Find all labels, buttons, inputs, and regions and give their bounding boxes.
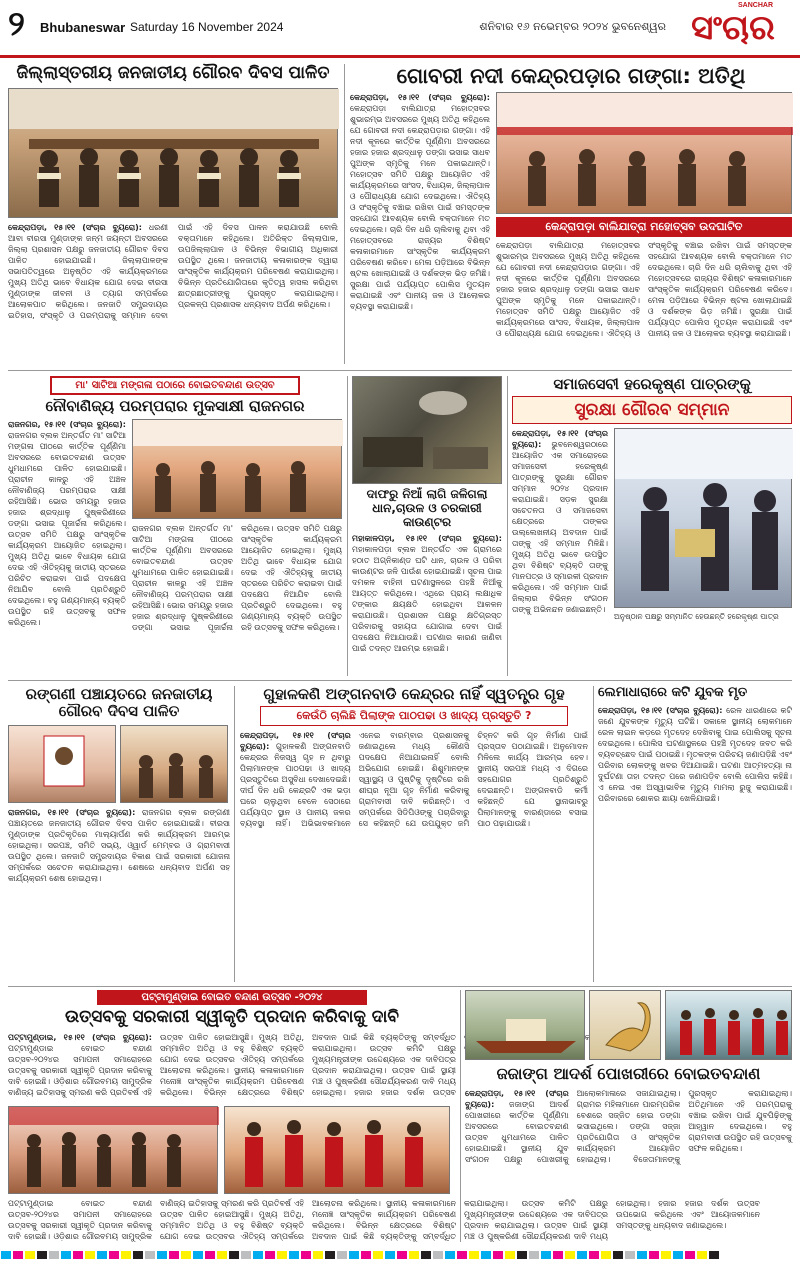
- color-swatch: [685, 1251, 695, 1259]
- photo-figures: [666, 991, 793, 1061]
- photo-figures: [225, 1107, 451, 1195]
- photo-cultural-program: [224, 1106, 450, 1194]
- article-fire: [352, 376, 502, 676]
- color-swatch: [529, 1251, 539, 1259]
- dateline: କେନ୍ଦ୍ରାପଡ଼ା, ୧୫।୧୧ (ସଂଚାର ବ୍ୟୁରୋ):: [598, 705, 723, 715]
- headline: ଗୁହାଳକଣି ଅଙ୍ଗନବାଡି କେନ୍ଦ୍ରର ନାହିଁ ସ୍ୱତନ୍ତ୍ର ଗୃହ: [263, 685, 565, 703]
- color-swatch: [385, 1251, 395, 1259]
- color-swatch: [109, 1251, 119, 1259]
- article-body: ଜଜାଙ୍ଗ ଆଦର୍ଶ ପୋଖରୀରେ କାର୍ତ୍ତିକ ପୂର୍ଣ୍ଣିମା ଅବସରରେ ବୋଇତବନ୍ଦାଣ ଉତ୍ସବ ଧୁମଧାମରେ ପାଳିତ ହୋଇଯାଇଛି। ସ୍ଥାନୀୟ ଯୁବ ସଂଗଠନ ପକ୍ଷରୁ ପୋଖରୀକୁ ଆଲୋକମାଳାରେ ସଜାଯାଇଥିଲା। ଗ୍ରାମର ମହିଳାମାନେ ପାରମ୍ପରିକ ବେଶରେ ସଜ୍ଜିତ ହୋଇ ଡଙ୍ଗା ଭସାଇଥିଲେ। ଡଙ୍ଗା ସଜ୍ଜା ପ୍ରତିଯୋଗିତା ଓ ସାଂସ୍କୃତିକ କାର୍ଯ୍ୟକ୍ରମ ଆୟୋଜିତ ହୋଇଥିଲା। ବିଜେତାମାନଙ୍କୁ ପୁରସ୍କୃତ କରାଯାଇଥିଲା। ଅତିଥିମାନେ ଏହି ପରମ୍ପରାକୁ ବଞ୍ଚାଇ ରଖିବା ପାଇଁ ଯୁବପିଢ଼ିଙ୍କୁ ଆହ୍ୱାନ ଦେଇଥିଲେ। ବହୁ ଗ୍ରାମବାସୀ ଉପସ୍ଥିତ ରହି ଉତ୍ସବକୁ ସଫଳ କରିଥିଲେ।: [465, 1089, 792, 1165]
- dateline: କେନ୍ଦ୍ରାପଡ଼ା, ୧୫।୧୧ (ସଂଚାର ବ୍ୟୁରୋ):: [8, 222, 142, 232]
- color-swatch: [325, 1251, 335, 1259]
- color-swatch: [205, 1251, 215, 1259]
- color-swatch: [97, 1251, 107, 1259]
- column-divider: [507, 376, 508, 676]
- color-swatch: [229, 1251, 239, 1259]
- color-swatch: [481, 1251, 491, 1259]
- headline: ଗୋବରୀ ନଦୀ କେନ୍ଦ୍ରପଡ଼ାର ଗଙ୍ଗା: ଅତିଥି: [396, 64, 746, 88]
- masthead-tag: SANCHAR: [738, 2, 773, 9]
- column-divider: [344, 64, 345, 364]
- article-body: ଭୁବନେଶ୍ୱରଠାରେ ଆୟୋଜିତ ଏକ ସମାରୋହରେ ସମାଜସେବୀ ହରେକୃଷ୍ଣ ପାତ୍ରଙ୍କୁ ସୁରକ୍ଷା ଗୌରବ ସମ୍ମାନ ୨୦୨୪ ପ୍ରଦାନ କରାଯାଇଛି। ସଡ଼କ ସୁରକ୍ଷା ସଚେତନତା ଓ ସମାଜସେବା କ୍ଷେତ୍ରରେ ତାଙ୍କର ଉଲ୍ଲେଖନୀୟ ଅବଦାନ ପାଇଁ ତାଙ୍କୁ ଏହି ସମ୍ମାନ ମିଳିଛି। ମୁଖ୍ୟ ଅତିଥି ଭାବେ ଉପସ୍ଥିତ ଥିବା ବିଶିଷ୍ଟ ବ୍ୟକ୍ତି ତାଙ୍କୁ ମାନପତ୍ର ଓ ସ୍ମାରକୀ ପ୍ରଦାନ କରିଥିଲେ। ଏହି ସମ୍ମାନ ପାଇଁ ଜିଲ୍ଲାର ବିଭିନ୍ନ ସଂଗଠନ ତାଙ୍କୁ ଅଭିନନ୍ଦନ ଜଣାଇଛନ୍ତି।: [512, 440, 608, 615]
- dateline: ରାଜନଗର, ୧୫।୧୧ (ସଂଚାର ବ୍ୟୁରୋ):: [8, 807, 136, 817]
- photo-devotees: [665, 990, 792, 1060]
- article-body: ରାଜନଗର ବ୍ଲକ ରଙ୍ଗଣୀ ପଞ୍ଚାୟତରେ ଜନଜାତୀୟ ଗୌରବ ଦିବସ ପାଳିତ ହୋଇଯାଇଛି। ବୀରସା ମୁଣ୍ଡାଙ୍କ ପ୍ରତିକୃତିରେ ମାଲ୍ୟାର୍ପଣ କରି କାର୍ଯ୍ୟକ୍ରମ ଆରମ୍ଭ ହୋଇଥିଲା। ସରପଞ୍ଚ, ସମିତି ସଭ୍ୟ, ଓ୍ୱାର୍ଡ ମେମ୍ବର ଓ ଗ୍ରାମବାସୀ ଉପସ୍ଥିତ ଥିଲେ। ଜନଜାତି ସମ୍ପ୍ରଦାୟର ବିକାଶ ପାଇଁ ସରକାରୀ ଯୋଜନା ସମ୍ପର୍କରେ ସଚେତନ କରାଯାଇଥିଲା। ଶେଷରେ ଧନ୍ୟବାଦ ଅର୍ପଣ ସହ କାର୍ଯ୍ୟକ୍ରମ ଶେଷ ହୋଇଥିଲା।: [8, 807, 230, 883]
- article-body: ମହାକାଳପଡ଼ା ବ୍ଲକ ଅନ୍ତର୍ଗତ ଏକ ଗ୍ରାମରେ ହଠାତ ଅଗ୍ନିକାଣ୍ଡ ଘଟି ଧାନ, ଚାଉଳ ଓ ପରିବା କାଉଣ୍ଟର ଜଳି ପାଉଁଶ ହୋଇଯାଇଛି। ସୂଚନା ପାଇ ଦମକଳ ବାହିନୀ ଘଟଣାସ୍ଥଳରେ ପହଞ୍ଚି ନିଆଁକୁ ଆୟତ୍ତ କରିଥିଲେ। ଏଥିରେ ପ୍ରାୟ ଲକ୍ଷାଧିକ ଟଙ୍କାର କ୍ଷୟକ୍ଷତି ହୋଇଥିବା ଆକଳନ କରାଯାଉଛି। ପ୍ରଶାସନ ପକ୍ଷରୁ କ୍ଷତିଗ୍ରସ୍ତ ପରିବାରକୁ ସହାୟତା ଯୋଗାଇ ଦେବା ପାଇଁ ପଦକ୍ଷେପ ନିଆଯାଉଛି। ଘଟଣାର କାରଣ ଜାଣିବା ପାଇଁ ତଦନ୍ତ ଆରମ୍ଭ ହୋଇଛି।: [352, 545, 502, 654]
- color-swatch: [661, 1251, 671, 1259]
- photo-audience: [120, 725, 228, 803]
- article-rajnagar-boita: [8, 376, 342, 676]
- color-swatch: [301, 1251, 311, 1259]
- color-swatch: [589, 1251, 599, 1259]
- section-divider: [8, 986, 792, 987]
- headline: ଉତ୍ସବକୁ ସରକାରୀ ସ୍ୱୀକୃତି ପ୍ରଦାନ କରିବାକୁ ଦାବି: [65, 1007, 399, 1027]
- color-swatch: [433, 1251, 443, 1259]
- dateline: କେନ୍ଦ୍ରାପଡ଼ା, ୧୫।୧୧ (ସଂଚାର ବ୍ୟୁରୋ):: [465, 1089, 569, 1110]
- color-swatch: [73, 1251, 83, 1259]
- color-swatch: [49, 1251, 59, 1259]
- section-divider: [8, 370, 792, 371]
- photo-debris: [353, 377, 503, 485]
- color-swatch: [505, 1251, 515, 1259]
- photo-felicitation: [8, 1106, 218, 1194]
- kicker: ମା' ସାଟିଆ ମଙ୍ଗଳା ପଠାରେ ବୋଇତବନ୍ଦାଣ ଉତ୍ସବ: [50, 376, 300, 395]
- color-swatch: [241, 1251, 251, 1259]
- photo-figures: [497, 93, 793, 215]
- color-swatch: [1, 1251, 11, 1259]
- article-body: ଗୁହାଳକଣି ଅଙ୍ଗନବାଡି କେନ୍ଦ୍ରର ନିଜସ୍ୱ ଗୃହ ନ ଥିବାରୁ ପିଲାମାନଙ୍କ ପାଠପଢା ଓ ଖାଦ୍ୟ ପ୍ରସ୍ତୁତିରେ ଅସୁବିଧା ଦେଖାଦେଇଛି। ଦୀର୍ଘ ଦିନ ଧରି କେନ୍ଦ୍ରଟି ଏକ ଭଡ଼ା ଘରେ ଚାଲୁଥିବା ବେଳେ ସେଠାରେ ପର୍ଯ୍ୟାପ୍ତ ସ୍ଥାନ ଓ ପାନୀୟ ଜଳର ବ୍ୟବସ୍ଥା ନାହିଁ। ଅଭିଭାବକମାନେ ଏନେଇ ବାରମ୍ବାର ପ୍ରଶାସନକୁ ଜଣାଇଥିଲେ ମଧ୍ୟ କୌଣସି ପଦକ୍ଷେପ ନିଆଯାଇନାହିଁ ବୋଲି ଅଭିଯୋଗ ହୋଇଛି। ଶିଶୁମାନଙ୍କ ସ୍ୱାସ୍ଥ୍ୟ ଓ ପୁଷ୍ଟିକୁ ଦୃଷ୍ଟିରେ ରଖି ଶୀଘ୍ର ନୂଆ ଗୃହ ନିର୍ମାଣ କରିବାକୁ ଗ୍ରାମବାସୀ ଦାବି କରିଛନ୍ତି। ଏ ସମ୍ପର୍କରେ ସିଡିପିଓଙ୍କୁ ପଚାରିବାରୁ ସେ କହିଛନ୍ତି ଯେ ଉପଯୁକ୍ତ ଜମି ଚିହ୍ନଟ କରି ଗୃହ ନିର୍ମାଣ ପାଇଁ ପ୍ରସ୍ତାବ ପଠାଯାଇଛି। ଅନୁମୋଦନ ମିଳିଲେ କାର୍ଯ୍ୟ ଆରମ୍ଭ ହେବ। ସ୍ଥାନୀୟ ସରପଞ୍ଚ ମଧ୍ୟ ଏ ଦିଗରେ ସହଯୋଗର ପ୍ରତିଶ୍ରୁତି ଦେଇଛନ୍ତି। ଅଙ୍ଗନବାଡି କର୍ମୀ କହିଛନ୍ତି ଯେ ସ୍ଥାନାଭାବରୁ ପିଲାମାନଙ୍କୁ ବାରଣ୍ଡାରେ ବସାଇ ପାଠ ପଢ଼ାଯାଉଛି।: [240, 731, 588, 829]
- color-swatch: [601, 1251, 611, 1259]
- color-swatch: [289, 1251, 299, 1259]
- photo-figures: [133, 420, 343, 520]
- article-tribal-pride-district: [8, 64, 338, 364]
- column-divider: [234, 686, 235, 982]
- color-swatch: [145, 1251, 155, 1259]
- headline: ଦାଫରୁ ନିଆଁ ଲାଗି ଜଳିଗଲା ଧାନ,ଚାଉଳ ଓ ଚରକାରୀ କାଉଣ୍ଟର: [366, 487, 488, 529]
- article-body-continued: କେନ୍ଦ୍ରାପଡ଼ା ବାଲିଯାତ୍ରା ମହୋତ୍ସବର ଶୁଭାରମ୍ଭ ଅବସରରେ ମୁଖ୍ୟ ଅତିଥି କହିଥିଲେ ଯେ ଗୋବରୀ ନଦୀ କେନ୍ଦ୍ରାପଡ଼ାର ଗଙ୍ଗା। ଏହି ନଦୀ କୂଳରେ କାର୍ତ୍ତିକ ପୂର୍ଣ୍ଣିମା ଅବସରରେ ହଜାର ହଜାର ଶ୍ରଦ୍ଧାଳୁ ଡଙ୍ଗା ଭସାଇ ସାଧବ ପୁଅଙ୍କ ସ୍ମୃତିକୁ ମନେ ପକାଇଥାନ୍ତି। ମହୋତ୍ସବ ସମିତି ପକ୍ଷରୁ ଆୟୋଜିତ ଏହି କାର୍ଯ୍ୟକ୍ରମରେ ସାଂସଦ, ବିଧାୟକ, ଜିଲ୍ଲାପାଳ ଓ ପୌରାଧ୍ୟକ୍ଷ ଯୋଗ ଦେଇଥିଲେ। ଐତିହ୍ୟ ଓ ସଂସ୍କୃତିକୁ ବଞ୍ଚାଇ ରଖିବା ପାଇଁ ସମସ୍ତଙ୍କ ସହଯୋଗ ଆବଶ୍ୟକ ବୋଲି ବକ୍ତାମାନେ ମତ ଦେଇଥିଲେ। ଚାରି ଦିନ ଧରି ଚାଲିବାକୁ ଥିବା ଏହି ମହୋତ୍ସବରେ ରାଜ୍ୟର ବିଶିଷ୍ଟ କଳାକାରମାନେ ସାଂସ୍କୃତିକ କାର୍ଯ୍ୟକ୍ରମ ପରିବେଷଣ କରିବେ। ମେଳା ପଡ଼ିଆରେ ବିଭିନ୍ନ ଷ୍ଟଲ ଖୋଲାଯାଇଛି ଓ ଦର୍ଶକଙ୍କ ଭିଡ଼ ଜମିଛି। ସୁରକ୍ଷା ପାଇଁ ପର୍ଯ୍ୟାପ୍ତ ପୋଲିସ ମୁତୟନ କରାଯାଇଛି ଏବଂ ପାନୀୟ ଜଳ ଓ ଆଲୋକର ବ୍ୟବସ୍ଥା କରାଯାଇଛି।: [496, 241, 792, 339]
- article-body-continued: ରାଜନଗର ବ୍ଲକ ଅନ୍ତର୍ଗତ ମା' ସାଟିଆ ମଙ୍ଗଳା ପୀଠରେ କାର୍ତ୍ତିକ ପୂର୍ଣ୍ଣିମା ଅବସରରେ ବୋଇତବନ୍ଦାଣ ଉତ୍ସବ ଧୁମଧାମରେ ପାଳିତ ହୋଇଯାଇଛି। ପ୍ରାଚୀନ କାଳରୁ ଏହି ଅଞ୍ଚଳ ନୌବାଣିଜ୍ୟ ପରମ୍ପରାର ସାକ୍ଷୀ ରହିଆସିଛି। ଭୋର ସମୟରୁ ହଜାର ହଜାର ଶ୍ରଦ୍ଧାଳୁ ପୁଷ୍କରିଣୀରେ ଡଙ୍ଗା ଭସାଇ ପୂଜାର୍ଚ୍ଚନା କରିଥିଲେ। ଉତ୍ସବ ସମିତି ପକ୍ଷରୁ ସାଂସ୍କୃତିକ କାର୍ଯ୍ୟକ୍ରମ ଆୟୋଜିତ ହୋଇଥିଲା। ମୁଖ୍ୟ ଅତିଥି ଭାବେ ବିଧାୟକ ଯୋଗ ଦେଇ ଏହି ଐତିହ୍ୟକୁ ଜାତୀୟ ସ୍ତରରେ ପରିଚିତ କରାଇବା ପାଇଁ ପଦକ୍ଷେପ ନିଆଯିବ ବୋଲି ପ୍ରତିଶ୍ରୁତି ଦେଇଥିଲେ। ବହୁ ଗଣ୍ୟମାନ୍ୟ ବ୍ୟକ୍ତି ଉପସ୍ଥିତ ରହି ଉତ୍ସବକୁ ସଫଳ କରିଥିଲେ।: [132, 524, 342, 633]
- color-swatch: [457, 1251, 467, 1259]
- color-swatch: [673, 1251, 683, 1259]
- headline: ନୌବାଣିଜ୍ୟ ପରମ୍ପରାର ମୁକସାକ୍ଷୀ ରାଜନଗର: [45, 397, 305, 415]
- photo-figure: [9, 726, 117, 804]
- color-swatch: [61, 1251, 71, 1259]
- photo-stage-dignitaries: [8, 88, 338, 218]
- color-swatch: [253, 1251, 263, 1259]
- dateline: କେନ୍ଦ୍ରାପଡ଼ା, ୧୫।୧୧ (ସଂଚାର ବ୍ୟୁରୋ):: [350, 93, 490, 103]
- dateline: ପଟ୍ଟାମୁଣ୍ଡାଇ, ୧୫।୧୧ (ସଂଚାର ବ୍ୟୁରୋ):: [8, 1032, 152, 1042]
- edition-date: Saturday 16 November 2024: [130, 20, 284, 34]
- color-swatch: [637, 1251, 647, 1259]
- column-divider: [347, 376, 348, 676]
- dateline: ରାଜନଗର, ୧୫।୧୧ (ସଂଚାର ବ୍ୟୁରୋ):: [8, 420, 126, 430]
- color-swatch: [541, 1251, 551, 1259]
- photo-banner: କେନ୍ଦ୍ରାପଡ଼ା ବାଲିଯାତ୍ରା ମହୋତ୍ସବ ଉଦଘାଟିତ: [496, 217, 792, 237]
- article-anganwadi: [240, 686, 588, 982]
- dateline: କେନ୍ଦ୍ରାପଡ଼ା, ୧୫।୧୧ (ସଂଚାର ବ୍ୟୁରୋ):: [512, 429, 608, 450]
- color-swatch: [625, 1251, 635, 1259]
- color-swatch: [349, 1251, 359, 1259]
- color-swatch: [337, 1251, 347, 1259]
- color-swatch: [13, 1251, 23, 1259]
- kicker: ସମାଜସେବୀ ହରେକୃଷ୍ଣ ପାତ୍ରଙ୍କୁ: [553, 375, 751, 393]
- photo-swan-boat: [589, 990, 661, 1060]
- color-swatch: [493, 1251, 503, 1259]
- edition-date-odia: ଶନିବାର ୧୬ ନଭେମ୍ବର ୨୦୨୪ ଭୁବନେଶ୍ୱର: [479, 20, 666, 33]
- edition-city: Bhubaneswar: [40, 20, 126, 35]
- headline: ସୁରକ୍ଷା ଗୌରବ ସମ୍ମାନ: [512, 396, 792, 424]
- masthead-logo: ସଂଚାର: [691, 8, 775, 48]
- article-body: ରେଳ ଧାରଣାରେ କଟି ଜଣେ ଯୁବକଙ୍କ ମୃତ୍ୟୁ ଘଟିଛି। ସକାଳେ ସ୍ଥାନୀୟ ଲୋକମାନେ ରେଳ ଲାଇନ କଡ଼ରେ ମୃତଦେହ ଦେଖିବାକୁ ପାଇ ପୋଲିସକୁ ସୂଚନା ଦେଇଥିଲେ। ପୋଲିସ ଘଟଣାସ୍ଥଳରେ ପହଞ୍ଚି ମୃତଦେହ ଜବତ କରି ବ୍ୟବଚ୍ଛେଦ ପାଇଁ ପଠାଇଛି। ମୃତକଙ୍କ ପରିଚୟ ଜଣାପଡ଼ିଛି ଏବଂ ପରିବାର ଲୋକଙ୍କୁ ଖବର ଦିଆଯାଇଛି। ଘଟଣା ଆତ୍ମହତ୍ୟା ନା ଦୁର୍ଘଟଣା ତାହା ତଦନ୍ତ ପରେ ଜଣାପଡ଼ିବ ବୋଲି ପୋଲିସ କହିଛି। ଏ ନେଇ ଏକ ଅସ୍ୱାଭାବିକ ମୃତ୍ୟୁ ମାମଲା ରୁଜୁ କରାଯାଇଛି। ପରିବାରରେ ଶୋକର ଛାୟା ଖେଳିଯାଇଛି।: [598, 705, 793, 803]
- headline: ଲେମାଧାରାରେ କଟି ଯୁବକ ମୃତ: [598, 685, 748, 700]
- headline: ଜଜାଙ୍ଗ ଆଦର୍ଶ ପୋଖରୀରେ ବୋଇତବନ୍ଦାଣ: [496, 1064, 761, 1083]
- photo-figures: [121, 726, 229, 804]
- article-suraksha-award: [512, 376, 792, 676]
- color-swatch: [409, 1251, 419, 1259]
- color-swatch: [577, 1251, 587, 1259]
- article-body: କେନ୍ଦ୍ରାପଡ଼ା ବାଲିଯାତ୍ରା ମହୋତ୍ସବର ଶୁଭାରମ୍ଭ ଅବସରରେ ମୁଖ୍ୟ ଅତିଥି କହିଥିଲେ ଯେ ଗୋବରୀ ନଦୀ କେନ୍ଦ୍ରାପଡ଼ାର ଗଙ୍ଗା। ଏହି ନଦୀ କୂଳରେ କାର୍ତ୍ତିକ ପୂର୍ଣ୍ଣିମା ଅବସରରେ ହଜାର ହଜାର ଶ୍ରଦ୍ଧାଳୁ ଡଙ୍ଗା ଭସାଇ ସାଧବ ପୁଅଙ୍କ ସ୍ମୃତିକୁ ମନେ ପକାଇଥାନ୍ତି। ମହୋତ୍ସବ ସମିତି ପକ୍ଷରୁ ଆୟୋଜିତ ଏହି କାର୍ଯ୍ୟକ୍ରମରେ ସାଂସଦ, ବିଧାୟକ, ଜିଲ୍ଲାପାଳ ଓ ପୌରାଧ୍ୟକ୍ଷ ଯୋଗ ଦେଇଥିଲେ। ଐତିହ୍ୟ ଓ ସଂସ୍କୃତିକୁ ବଞ୍ଚାଇ ରଖିବା ପାଇଁ ସମସ୍ତଙ୍କ ସହଯୋଗ ଆବଶ୍ୟକ ବୋଲି ବକ୍ତାମାନେ ମତ ଦେଇଥିଲେ। ଚାରି ଦିନ ଧରି ଚାଲିବାକୁ ଥିବା ଏହି ମହୋତ୍ସବରେ ରାଜ୍ୟର ବିଶିଷ୍ଟ କଳାକାରମାନେ ସାଂସ୍କୃତିକ କାର୍ଯ୍ୟକ୍ରମ ପରିବେଷଣ କରିବେ। ମେଳା ପଡ଼ିଆରେ ବିଭିନ୍ନ ଷ୍ଟଲ ଖୋଲାଯାଇଛି ଓ ଦର୍ଶକଙ୍କ ଭିଡ଼ ଜମିଛି। ସୁରକ୍ଷା ପାଇଁ ପର୍ଯ୍ୟାପ୍ତ ପୋଲିସ ମୁତୟନ କରାଯାଇଛି ଏବଂ ପାନୀୟ ଜଳ ଓ ଆଲୋକର ବ୍ୟବସ୍ଥା କରାଯାଇଛି।: [350, 104, 490, 312]
- color-swatch: [181, 1251, 191, 1259]
- kicker: ପଟ୍ଟାମୁଣ୍ଡାଇ ବୋଇତ ବନ୍ଦାଣ ଉତ୍ସବ -୨୦୨୪: [97, 990, 367, 1005]
- article-gobari-river: [350, 64, 792, 364]
- photo-award-ceremony: [614, 428, 792, 608]
- photo-boat: [466, 991, 586, 1061]
- color-swatch: [553, 1251, 563, 1259]
- color-swatch: [361, 1251, 371, 1259]
- dateline: ମହାକାଳପଡ଼ା, ୧୫।୧୧ (ସଂଚାର ବ୍ୟୁରୋ):: [352, 534, 502, 544]
- color-swatch: [613, 1251, 623, 1259]
- color-swatch: [565, 1251, 575, 1259]
- page-number: ୨: [8, 4, 25, 44]
- color-swatch: [193, 1251, 203, 1259]
- color-swatch: [217, 1251, 227, 1259]
- color-swatch: [517, 1251, 527, 1259]
- photo-swan: [590, 991, 662, 1061]
- headline: ଜିଲ୍ଲାସ୍ତରୀୟ ଜନଜାତୀୟ ଗୌରବ ଦିବସ ପାଳିତ: [16, 63, 330, 83]
- dateline: କେନ୍ଦ୍ରାପଡ଼ା, ୧୫।୧୧ (ସଂଚାର ବ୍ୟୁରୋ):: [240, 731, 351, 752]
- headline: ରଙ୍ଗଣୀ ପଞ୍ଚାୟତରେ ଜନଜାତୀୟ ଗୌରବ ଦିବସ ପାଳିତ: [25, 685, 213, 721]
- color-swatch: [121, 1251, 131, 1259]
- article-rangani-panchayat: [8, 686, 230, 982]
- article-body-continued: ପଟ୍ଟାମୁଣ୍ଡାଇ ବୋଇତ ବନ୍ଦାଣ ଉତ୍ସବ-୨୦୨୪ର ସମାପନୀ ସମାରୋହରେ ଉତ୍ସବକୁ ସରକାରୀ ସ୍ୱୀକୃତି ପ୍ରଦାନ କରିବାକୁ ଦାବି ହୋଇଛି। ଓଡ଼ିଶାର ଗୌରବମୟ ସାମୁଦ୍ରିକ ବାଣିଜ୍ୟ ଇତିହାସକୁ ସ୍ମରଣ କରି ପ୍ରତିବର୍ଷ ଏହି ଉତ୍ସବ ପାଳିତ ହୋଇଆସୁଛି। ମୁଖ୍ୟ ଅତିଥି, ସମ୍ମାନିତ ଅତିଥି ଓ ବହୁ ବିଶିଷ୍ଟ ବ୍ୟକ୍ତି ଯୋଗ ଦେଇ ଉତ୍ସବର ଐତିହ୍ୟ ସମ୍ପର୍କରେ ଆଲୋଚନା କରିଥିଲେ। ସ୍ଥାନୀୟ କଳାକାରମାନେ ମନୋଜ୍ଞ ସାଂସ୍କୃତିକ କାର୍ଯ୍ୟକ୍ରମ ପରିବେଷଣ କରିଥିଲେ। ବିଭିନ୍ନ କ୍ଷେତ୍ରରେ ବିଶିଷ୍ଟ ଅବଦାନ ପାଇଁ କିଛି ବ୍ୟକ୍ତିଙ୍କୁ ସମ୍ବର୍ଦ୍ଧିତ କରାଯାଇଥିଲା। ଉତ୍ସବ କମିଟି ପକ୍ଷରୁ ମୁଖ୍ୟମନ୍ତ୍ରୀଙ୍କ ଉଦ୍ଦେଶ୍ୟରେ ଏକ ଦାବିପତ୍ର ପ୍ରଦାନ କରାଯାଇଥିଲା। ଉତ୍ସବ ପାଇଁ ସ୍ଥାୟୀ ମଞ୍ଚ ଓ ପୁଷ୍କରିଣୀ ସୌନ୍ଦର୍ଯ୍ୟକରଣ ଦାବି ମଧ୍ୟ ହୋଇଥିଲା। ହଜାର ହଜାର ଦର୍ଶକ ଉତ୍ସବ ଉପଭୋଗ କରିଥିଲେ ଏବଂ ଆୟୋଜକମାନେ ସମସ୍ତଙ୍କୁ ଧନ୍ୟବାଦ ଜଣାଇଥିଲେ।: [8, 1198, 760, 1241]
- column-divider: [593, 686, 594, 982]
- article-body: ରାଜନଗର ବ୍ଲକ ଅନ୍ତର୍ଗତ ମା' ସାଟିଆ ମଙ୍ଗଳା ପୀଠରେ କାର୍ତ୍ତିକ ପୂର୍ଣ୍ଣିମା ଅବସରରେ ବୋଇତବନ୍ଦାଣ ଉତ୍ସବ ଧୁମଧାମରେ ପାଳିତ ହୋଇଯାଇଛି। ପ୍ରାଚୀନ କାଳରୁ ଏହି ଅଞ୍ଚଳ ନୌବାଣିଜ୍ୟ ପରମ୍ପରାର ସାକ୍ଷୀ ରହିଆସିଛି। ଭୋର ସମୟରୁ ହଜାର ହଜାର ଶ୍ରଦ୍ଧାଳୁ ପୁଷ୍କରିଣୀରେ ଡଙ୍ଗା ଭସାଇ ପୂଜାର୍ଚ୍ଚନା କରିଥିଲେ। ଉତ୍ସବ ସମିତି ପକ୍ଷରୁ ସାଂସ୍କୃତିକ କାର୍ଯ୍ୟକ୍ରମ ଆୟୋଜିତ ହୋଇଥିଲା। ମୁଖ୍ୟ ଅତିଥି ଭାବେ ବିଧାୟକ ଯୋଗ ଦେଇ ଏହି ଐତିହ୍ୟକୁ ଜାତୀୟ ସ୍ତରରେ ପରିଚିତ କରାଇବା ପାଇଁ ପଦକ୍ଷେପ ନିଆଯିବ ବୋଲି ପ୍ରତିଶ୍ରୁତି ଦେଇଥିଲେ। ବହୁ ଗଣ୍ୟମାନ୍ୟ ବ୍ୟକ୍ତି ଉପସ୍ଥିତ ରହି ଉତ୍ସବକୁ ସଫଳ କରିଥିଲେ।: [8, 431, 126, 628]
- print-color-strip: [0, 1246, 800, 1259]
- color-swatch: [277, 1251, 287, 1259]
- color-swatch: [445, 1251, 455, 1259]
- color-swatch: [421, 1251, 431, 1259]
- subhead: କେଉଁଠି ଚାଲିଛି ପିଲାଙ୍କ ପାଠପଢା ଓ ଖାଦ୍ୟ ପ୍ରସ୍ତୁତି ?: [260, 706, 568, 726]
- color-swatch: [157, 1251, 167, 1259]
- article-jajang-pond: [465, 990, 792, 1242]
- column-divider: [460, 990, 461, 1242]
- color-swatch: [313, 1251, 323, 1259]
- color-swatch: [169, 1251, 179, 1259]
- color-swatch: [133, 1251, 143, 1259]
- color-swatch: [85, 1251, 95, 1259]
- color-swatch: [697, 1251, 707, 1259]
- article-body: ଧରଣୀ ଆବା ବୀରସା ମୁଣ୍ଡାଙ୍କ ଜନ୍ମ ଜୟନ୍ତୀ ଅବସରରେ ଜିଲ୍ଲା ପ୍ରଶାସନ ପକ୍ଷରୁ ଜନଜାତୀୟ ଗୌରବ ଦିବସ ପାଳିତ ହୋଇଯାଇଛି। ଜିଲ୍ଲାପାଳଙ୍କ ସଭାପତିତ୍ୱରେ ଅନୁଷ୍ଠିତ ଏହି କାର୍ଯ୍ୟକ୍ରମରେ ମୁଖ୍ୟ ଅତିଥି ଭାବେ ବିଧାୟକ ଯୋଗ ଦେଇ ବୀରସା ମୁଣ୍ଡାଙ୍କ ଜୀବନୀ ଓ ତ୍ୟାଗ ସମ୍ପର୍କରେ ଆଲୋକପାତ କରିଥିଲେ। ଜନଜାତି ସମ୍ପ୍ରଦାୟର ଇତିହାସ, ସଂସ୍କୃତି ଓ ପରମ୍ପରାକୁ ସମ୍ମାନ ଦେବା ପାଇଁ ଏହି ଦିବସ ପାଳନ କରାଯାଉଛି ବୋଲି ବକ୍ତାମାନେ କହିଥିଲେ। ଅତିରିକ୍ତ ଜିଲ୍ଲାପାଳ, ଉପଜିଲ୍ଲାପାଳ ଓ ବିଭିନ୍ନ ବିଭାଗୀୟ ଅଧିକାରୀ ଉପସ୍ଥିତ ଥିଲେ। ଜନଜାତୀୟ କଳାକାରଙ୍କ ଦ୍ୱାରା ସାଂସ୍କୃତିକ କାର୍ଯ୍ୟକ୍ରମ ପରିବେଷଣ କରାଯାଇଥିଲା। ବିଭିନ୍ନ ପ୍ରତିଯୋଗିତାରେ କୃତିତ୍ୱ ହାସଲ କରିଥିବା ଛାତ୍ରଛାତ୍ରୀଙ୍କୁ ପୁରସ୍କୃତ କରାଯାଇଥିଲା। ପ୍ରକଳ୍ପ ପ୍ରଶାସକ ଧନ୍ୟବାଦ ଅର୍ପଣ କରିଥିଲେ।: [8, 222, 338, 320]
- photo-figures: [9, 89, 339, 219]
- color-swatch: [649, 1251, 659, 1259]
- article-rail-death: [598, 686, 792, 982]
- photo-boat-offering: [465, 990, 585, 1060]
- photo-caption: ଅନୁଷ୍ଠାନ ପକ୍ଷରୁ ସମ୍ମାନିତ ହେଉଛନ୍ତି ହରେକୃଷ୍ଣ ପାତ୍ର: [614, 612, 779, 622]
- color-swatch: [265, 1251, 275, 1259]
- color-swatch: [397, 1251, 407, 1259]
- color-swatch: [25, 1251, 35, 1259]
- color-swatch: [37, 1251, 47, 1259]
- photo-figures: [9, 1107, 219, 1195]
- photo-portrait-garland: [8, 725, 116, 803]
- article-body: ପଟ୍ଟାମୁଣ୍ଡାଇ ବୋଇତ ବନ୍ଦାଣ ଉତ୍ସବ-୨୦୨୪ର ସମାପନୀ ସମାରୋହରେ ଉତ୍ସବକୁ ସରକାରୀ ସ୍ୱୀକୃତି ପ୍ରଦାନ କରିବାକୁ ଦାବି ହୋଇଛି। ଓଡ଼ିଶାର ଗୌରବମୟ ସାମୁଦ୍ରିକ ବାଣିଜ୍ୟ ଇତିହାସକୁ ସ୍ମରଣ କରି ପ୍ରତିବର୍ଷ ଏହି ଉତ୍ସବ ପାଳିତ ହୋଇଆସୁଛି। ମୁଖ୍ୟ ଅତିଥି, ସମ୍ମାନିତ ଅତିଥି ଓ ବହୁ ବିଶିଷ୍ଟ ବ୍ୟକ୍ତି ଯୋଗ ଦେଇ ଉତ୍ସବର ଐତିହ୍ୟ ସମ୍ପର୍କରେ ଆଲୋଚନା କରିଥିଲେ। ସ୍ଥାନୀୟ କଳାକାରମାନେ ମନୋଜ୍ଞ ସାଂସ୍କୃତିକ କାର୍ଯ୍ୟକ୍ରମ ପରିବେଷଣ କରିଥିଲେ। ବିଭିନ୍ନ କ୍ଷେତ୍ରରେ ବିଶିଷ୍ଟ ଅବଦାନ ପାଇଁ କିଛି ବ୍ୟକ୍ତିଙ୍କୁ ସମ୍ବର୍ଦ୍ଧିତ କରାଯାଇଥିଲା। ଉତ୍ସବ କମିଟି ପକ୍ଷରୁ ମୁଖ୍ୟମନ୍ତ୍ରୀଙ୍କ ଉଦ୍ଦେଶ୍ୟରେ ଏକ ଦାବିପତ୍ର ପ୍ରଦାନ କରାଯାଇଥିଲା। ଉତ୍ସବ ପାଇଁ ସ୍ଥାୟୀ ମଞ୍ଚ ଓ ପୁଷ୍କରିଣୀ ସୌନ୍ଦର୍ଯ୍ୟକରଣ ଦାବି ମଧ୍ୟ ହୋଇଥିଲା। ହଜାର ହଜାର ଦର୍ଶକ ଉତ୍ସବ: [8, 1032, 456, 1097]
- photo-stage-event: [132, 419, 342, 519]
- photo-festival-stage: [496, 92, 792, 214]
- photo-figures: [615, 429, 793, 609]
- color-swatch: [469, 1251, 479, 1259]
- color-swatch: [709, 1251, 719, 1259]
- photo-burnt-counter: [352, 376, 502, 484]
- color-swatch: [373, 1251, 383, 1259]
- section-divider: [8, 680, 792, 681]
